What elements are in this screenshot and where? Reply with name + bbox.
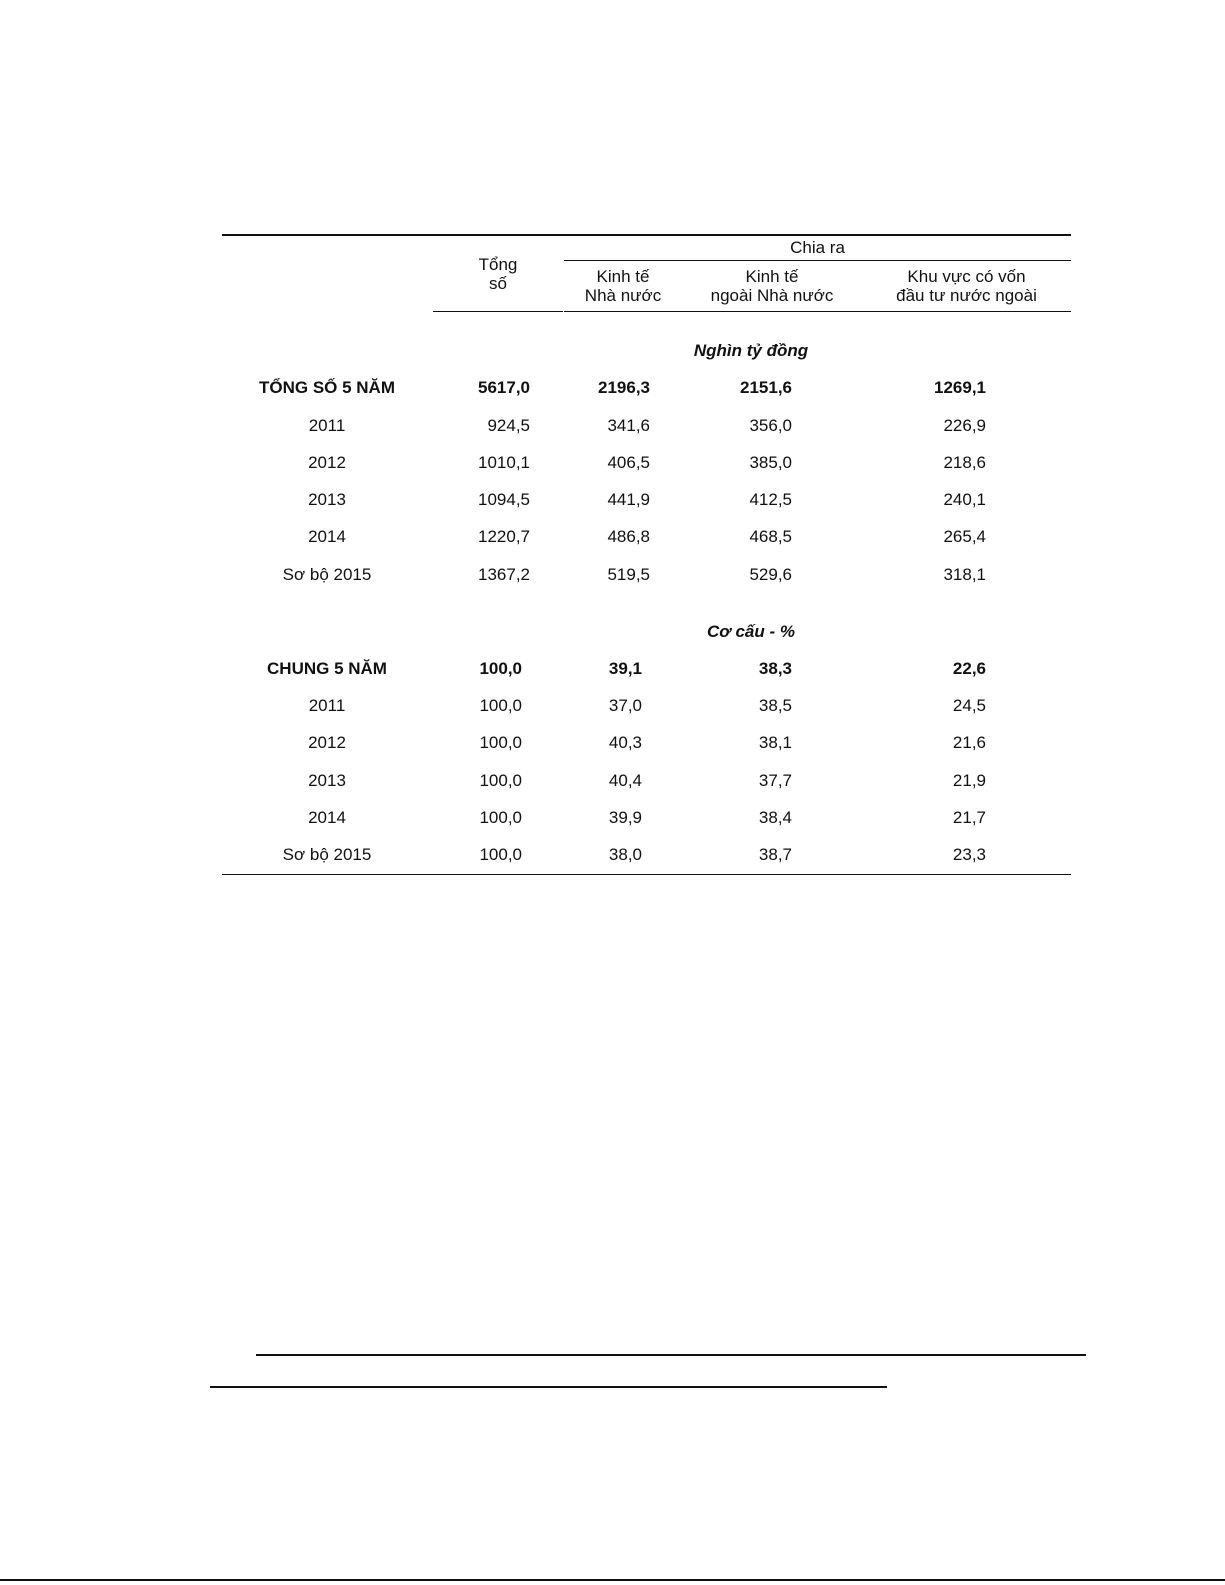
cell-total: 1010,1 [478, 453, 530, 472]
cell-fdi: 23,3 [952, 845, 986, 864]
cell-fdi: 1269,1 [934, 378, 986, 397]
cell-fdi: 21,9 [952, 771, 986, 790]
row-label: 2013 [308, 490, 346, 509]
cell-nonstate: 356,0 [749, 416, 792, 435]
cell-fdi: 318,1 [943, 565, 986, 584]
header-nonstate: Kinh tế ngoài Nhà nước [710, 267, 834, 305]
row-label: 2014 [308, 527, 346, 546]
row-label: 2011 [308, 416, 346, 435]
row-label: 2013 [308, 771, 346, 790]
table-bottom-rule [222, 874, 1071, 875]
cell-total: 100,0 [479, 845, 522, 864]
table-row [0, 490, 1225, 510]
table-row [0, 565, 1225, 585]
table-row [0, 845, 1225, 865]
cell-fdi: 21,7 [952, 808, 986, 827]
cell-state: 341,6 [607, 416, 650, 435]
header-bottom-rule-total [433, 311, 563, 312]
cell-total: 924,5 [487, 416, 530, 435]
header-total: Tổng số [478, 255, 518, 293]
cell-total: 1094,5 [478, 490, 530, 509]
cell-state: 2196,3 [598, 378, 650, 397]
table-row [0, 453, 1225, 473]
section-unit-value: Nghìn tỷ đồng [693, 341, 809, 360]
footer-rule-upper [256, 1354, 1086, 1356]
cell-nonstate: 38,3 [758, 659, 792, 678]
cell-fdi: 22,6 [952, 659, 986, 678]
row-label: CHUNG 5 NĂM [267, 659, 387, 678]
row-label: TỔNG SỐ 5 NĂM [258, 378, 395, 397]
cell-nonstate: 529,6 [749, 565, 792, 584]
cell-total: 100,0 [479, 808, 522, 827]
row-label: Sơ bộ 2015 [282, 845, 372, 864]
cell-state: 39,1 [608, 659, 642, 678]
cell-nonstate: 38,4 [758, 808, 792, 827]
cell-nonstate: 412,5 [749, 490, 792, 509]
row-label: 2012 [308, 453, 346, 472]
row-label: 2011 [308, 696, 346, 715]
cell-state: 519,5 [607, 565, 650, 584]
header-state: Kinh tế Nhà nước [584, 267, 662, 305]
cell-state: 441,9 [607, 490, 650, 509]
cell-fdi: 265,4 [943, 527, 986, 546]
cell-state: 37,0 [608, 696, 642, 715]
table-row [0, 771, 1225, 791]
row-label: 2012 [308, 733, 346, 752]
cell-total: 100,0 [479, 733, 522, 752]
table-row [0, 416, 1225, 436]
cell-total: 1367,2 [478, 565, 530, 584]
section-unit-structure: Cơ cấu - % [707, 622, 795, 641]
table-row [0, 696, 1225, 716]
cell-nonstate: 2151,6 [740, 378, 792, 397]
cell-state: 39,9 [608, 808, 642, 827]
cell-fdi: 240,1 [943, 490, 986, 509]
breakdown-rule [564, 260, 1071, 261]
cell-nonstate: 37,7 [758, 771, 792, 790]
header-bottom-rule-breakdown [564, 311, 1071, 312]
cell-total: 1220,7 [478, 527, 530, 546]
cell-state: 38,0 [608, 845, 642, 864]
cell-fdi: 218,6 [943, 453, 986, 472]
row-label: Sơ bộ 2015 [282, 565, 372, 584]
cell-state: 406,5 [607, 453, 650, 472]
cell-fdi: 24,5 [952, 696, 986, 715]
table-row [0, 733, 1225, 753]
cell-state: 40,3 [608, 733, 642, 752]
header-fdi: Khu vực có vốn đầu tư nước ngoài [896, 267, 1037, 305]
cell-nonstate: 38,7 [758, 845, 792, 864]
cell-nonstate: 38,1 [758, 733, 792, 752]
page-bottom-edge [0, 1579, 1225, 1581]
cell-nonstate: 38,5 [758, 696, 792, 715]
table-row [0, 527, 1225, 547]
footer-rule-lower [210, 1386, 887, 1388]
row-label: 2014 [308, 808, 346, 827]
cell-state: 40,4 [608, 771, 642, 790]
cell-fdi: 21,6 [952, 733, 986, 752]
table-top-rule [222, 234, 1071, 236]
table-row [0, 808, 1225, 828]
table-row [0, 659, 1225, 679]
table-row [0, 378, 1225, 398]
cell-total: 100,0 [479, 771, 522, 790]
cell-total: 100,0 [479, 659, 522, 678]
cell-nonstate: 468,5 [749, 527, 792, 546]
header-breakdown: Chia ra [790, 238, 845, 257]
cell-fdi: 226,9 [943, 416, 986, 435]
cell-nonstate: 385,0 [749, 453, 792, 472]
cell-total: 5617,0 [478, 378, 530, 397]
cell-total: 100,0 [479, 696, 522, 715]
cell-state: 486,8 [607, 527, 650, 546]
